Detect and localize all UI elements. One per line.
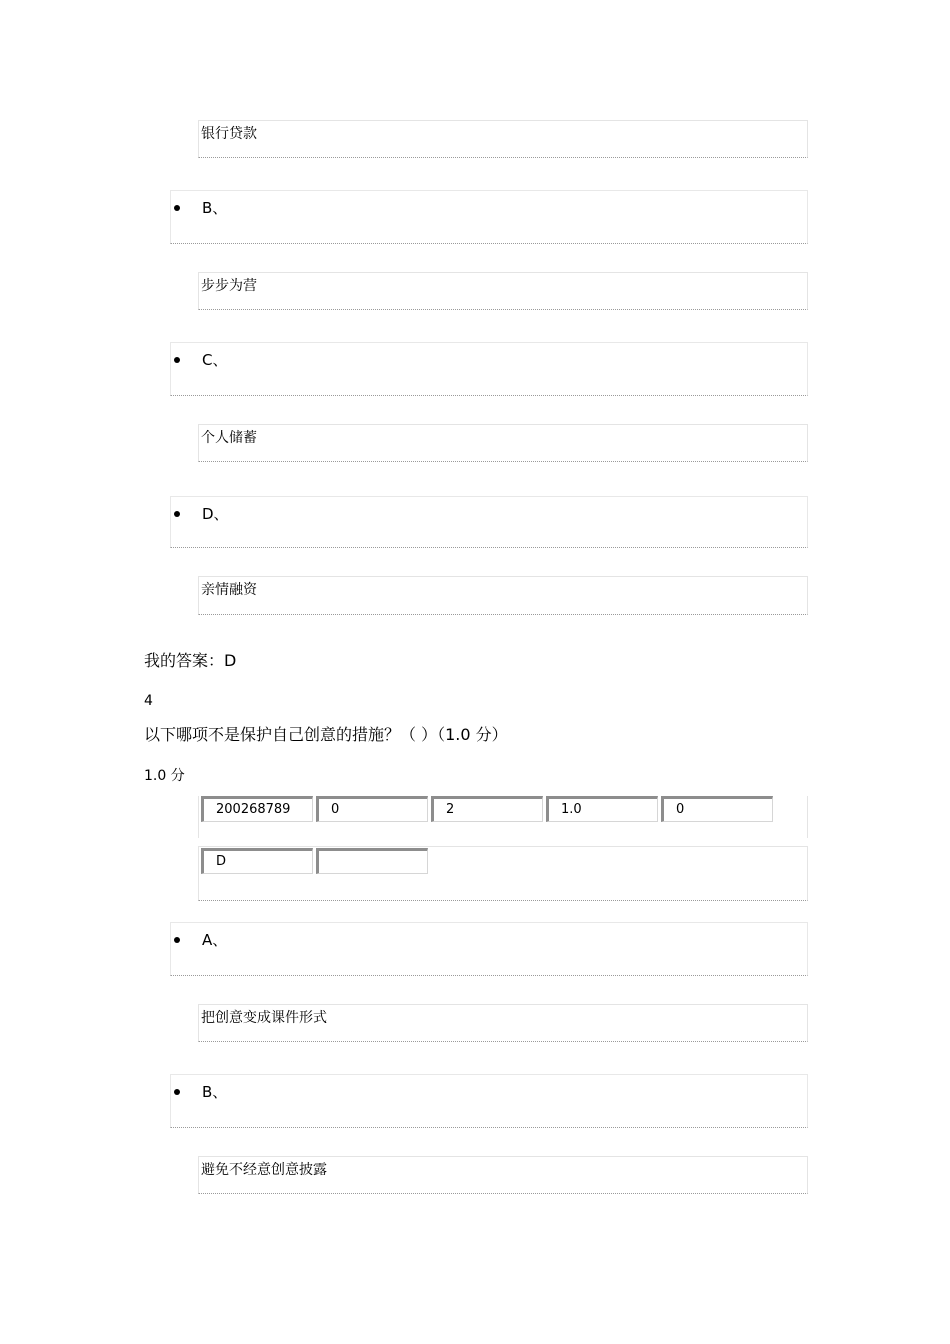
q4-option-a-text: 把创意变成课件形式	[201, 1010, 327, 1026]
my-answer: 我的答案：D	[144, 651, 237, 670]
field-4[interactable]: 0	[661, 796, 773, 822]
bullet-icon	[174, 205, 180, 211]
field-3[interactable]: 1.0	[546, 796, 658, 822]
option-d-row[interactable]	[170, 496, 808, 548]
q4-option-b-letter: B、	[202, 1083, 228, 1101]
bullet-icon	[174, 357, 180, 363]
field-1[interactable]: 0	[316, 796, 428, 822]
q4-option-b-text-box	[198, 1156, 808, 1194]
option-a-text: 银行贷款	[201, 126, 257, 142]
q4-option-b-text: 避免不经意创意披露	[201, 1162, 327, 1178]
question-number: 4	[144, 693, 153, 709]
field-empty[interactable]	[316, 848, 428, 874]
option-c-text-box	[198, 424, 808, 462]
field-panel-2	[198, 846, 808, 901]
option-d-letter: D、	[202, 505, 229, 523]
q4-option-a-text-box	[198, 1004, 808, 1042]
option-b-letter: B、	[202, 199, 228, 217]
option-b-row[interactable]	[170, 190, 808, 244]
option-c-text: 个人储蓄	[201, 430, 257, 446]
option-d-text-box	[198, 576, 808, 615]
field-panel-1	[198, 796, 808, 838]
option-d-text: 亲情融资	[201, 582, 257, 598]
q4-option-a-letter: A、	[202, 931, 228, 949]
option-b-text-box	[198, 272, 808, 310]
bullet-icon	[174, 937, 180, 943]
question-score: 1.0 分	[144, 768, 185, 784]
bullet-icon	[174, 1089, 180, 1095]
option-b-text: 步步为营	[201, 278, 257, 294]
field-2[interactable]: 2	[431, 796, 543, 822]
option-c-row[interactable]	[170, 342, 808, 396]
option-c-letter: C、	[202, 351, 228, 369]
option-a-text-box	[198, 120, 808, 158]
field-id[interactable]: 200268789	[201, 796, 313, 822]
field-answer[interactable]: D	[201, 848, 313, 874]
question-text: 以下哪项不是保护自己创意的措施？（ ）（1.0 分）	[144, 725, 508, 744]
option-a-row[interactable]	[170, 922, 808, 976]
bullet-icon	[174, 511, 180, 517]
q4-option-b-row[interactable]	[170, 1074, 808, 1128]
